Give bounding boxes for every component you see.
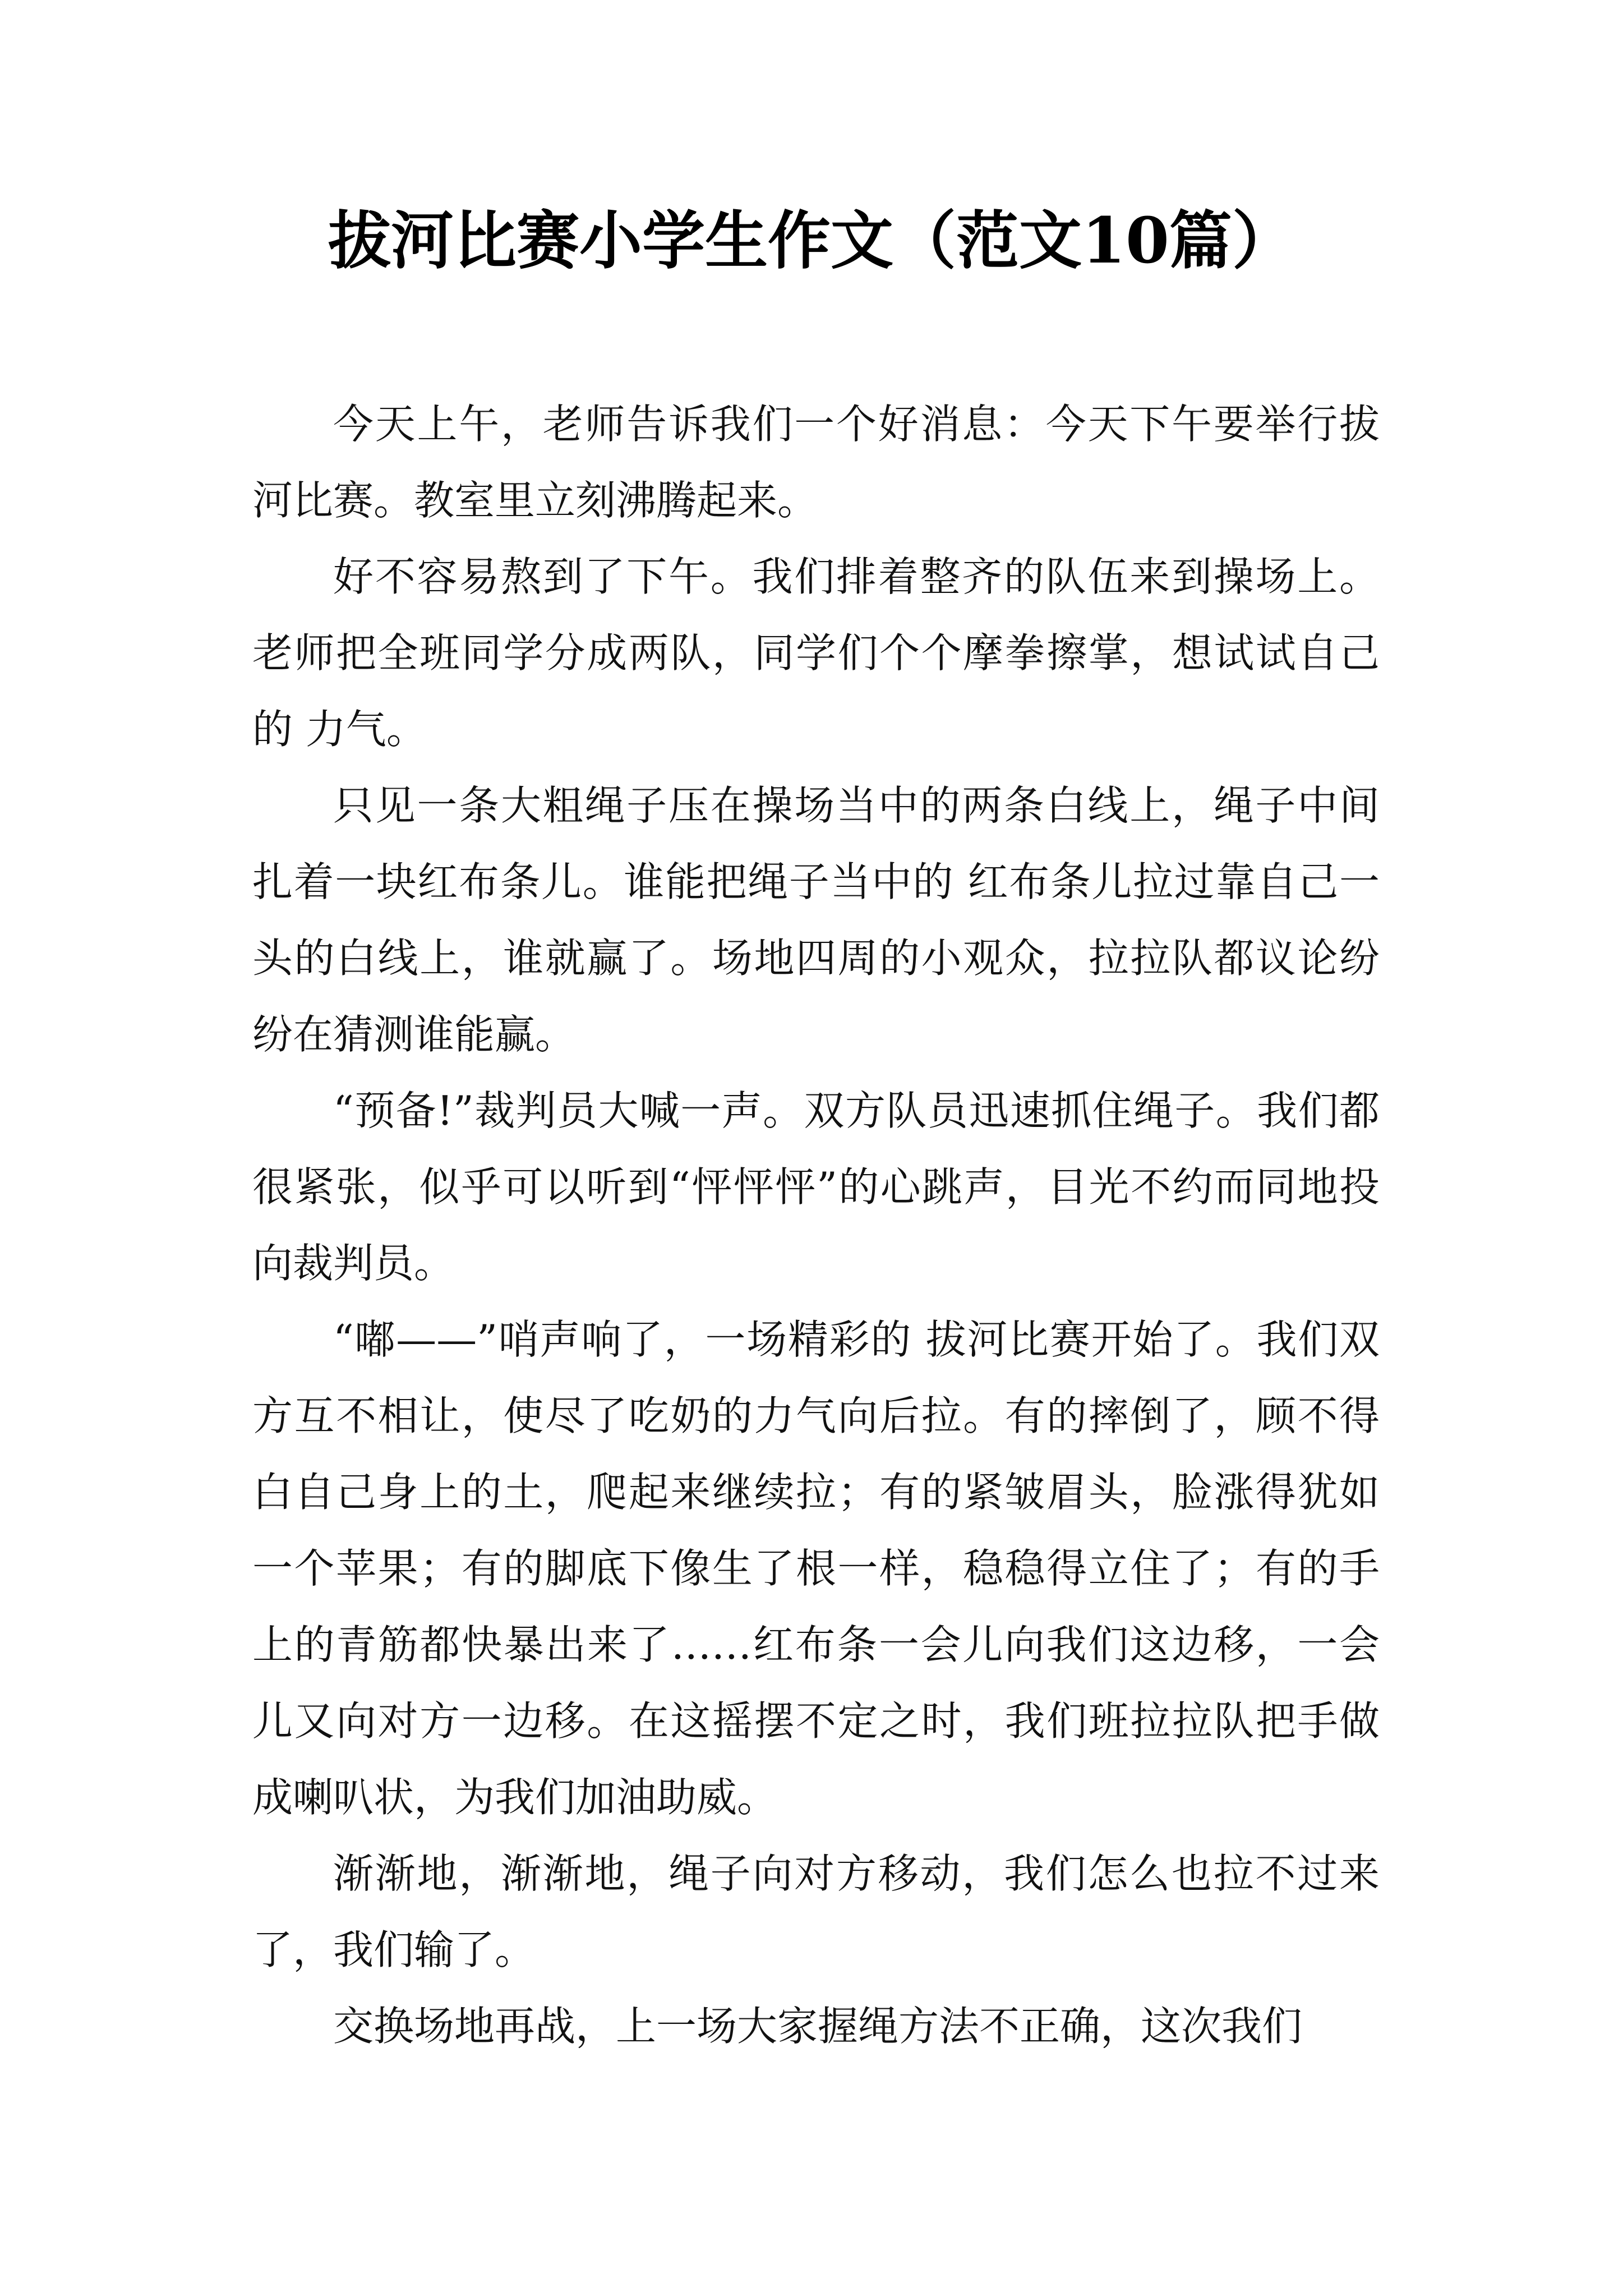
paragraph-2: 好不容易熬到了下午。我们排着整齐的队伍来到操场上。老师把全班同学分成两队，同学们个个摩拳擦掌，想试试自己的 力气。 <box>252 553 1380 753</box>
paragraph-5: “嘟——”哨声响了，一场精彩的 拔河比赛开始了。我们双方互不相让，使尽了吃奶的力气向后拉。有的摔倒了，顾不得白自己身上的土，爬起来继续拉；有的紧皱眉头，脸涨得犹如一个苹果；有的脚底下像生了根一样，稳稳得立住了；有的手上的青筋都快暴出来了……红布条一会儿向我们这边移，一会儿又向对方一边移。在这摇摆不定之时，我们班拉拉队把手做成喇叭状，为我们加油助威。 <box>252 1316 1380 1821</box>
paragraph-7: 交换场地再战，上一场大家握绳方法不正确，这次我们 <box>333 2003 1303 2050</box>
paragraph-6: 渐渐地，渐渐地，绳子向对方移动，我们怎么也拉不过来了，我们输了。 <box>252 1850 1380 1973</box>
paragraph-4: “预备!”裁判员大喊一声。双方队员迅速抓住绳子。我们都很紧张，似乎可以听到“怦怦怦”的心跳声，目光不约而同地投向裁判员。 <box>252 1087 1380 1287</box>
paragraph-1: 今天上午，老师告诉我们一个好消息：今天下午要举行拔河比赛。教室里立刻沸腾起来。 <box>252 401 1380 524</box>
page-title: 拔河比赛小学生作文（范文10篇） <box>328 204 1295 278</box>
paragraph-3: 只见一条大粗绳子压在操场当中的两条白线上，绳子中间扎着一块红布条儿。谁能把绳子当中的 红布条儿拉过靠自己一头的白线上，谁就赢了。场地四周的小观众，拉拉队都议论纷纷在猜测谁能赢。 <box>252 782 1380 1058</box>
essay-body <box>252 386 1380 2064</box>
